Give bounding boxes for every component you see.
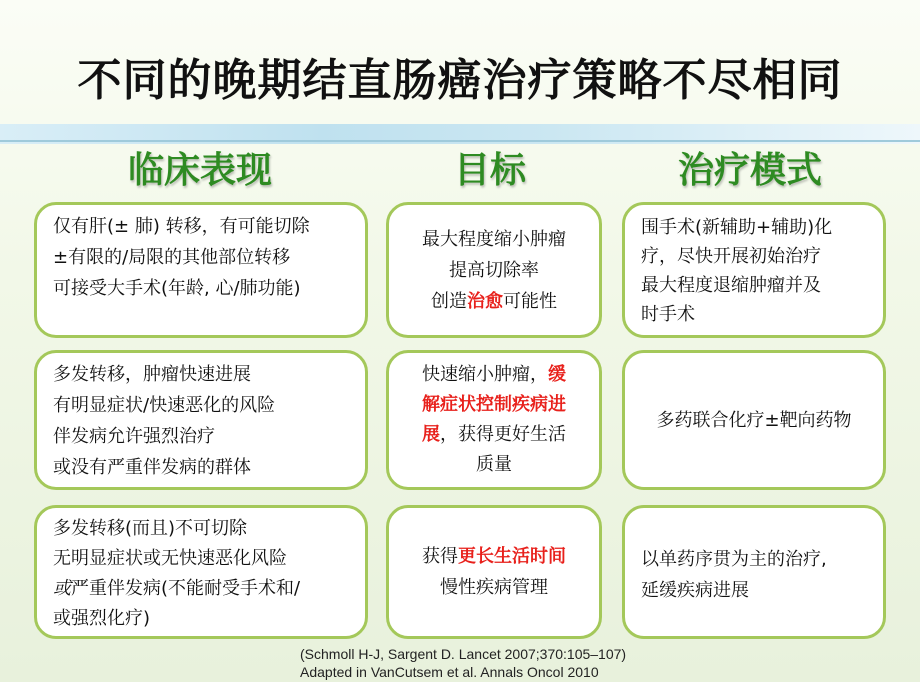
goal-line [422,360,566,390]
goal-text: 快速缩小肿瘤， [422,364,548,385]
clinical-line: ±有限的/局限的其他部位转移 [53,247,291,268]
goal-line: 提高切除率 [449,259,539,281]
treatment-line: 疗，尽快开展初始治疗 [641,246,821,267]
column-header-clinical: 临床表现 [127,150,272,191]
column-header-goal: 目标 [453,150,526,191]
reference-line-1: (Schmoll H-J, Sargent D. Lancet 2007;370:105–107) [300,646,627,662]
treatment-line: 以单药序贯为主的治疗, [641,549,827,570]
column-header-treatment: 治疗模式 [677,150,822,191]
clinical-line: 可接受大手术(年龄, 心/肺功能) [53,278,301,299]
clinical-box-2 [34,350,368,490]
treatment-box-2 [622,350,886,490]
goal-highlight: 展 [422,424,440,445]
treatment-line: 多药联合化疗±靶向药物 [656,409,852,431]
clinical-text: 严重伴发病(不能耐受手术和/ [71,578,301,599]
clinical-italic: 或 [53,578,71,599]
clinical-line: 或没有严重伴发病的群体 [53,457,251,478]
goal-box-1 [386,202,602,338]
clinical-line: 或强烈化疗) [53,608,151,629]
goal-line: 慢性疾病管理 [440,577,548,598]
goal-highlight: 更长生活时间 [458,546,566,567]
clinical-box-1 [34,202,368,338]
reference-line-2: Adapted in VanCutsem et al. Annals Oncol 2010 [300,664,599,680]
goal-text: 获得 [422,546,458,567]
treatment-box-1 [622,202,886,338]
treatment-line: 围手术(新辅助+辅助)化 [641,217,833,238]
goal-highlight: 缓 [548,364,566,385]
goal-highlight: 治愈 [467,290,503,312]
treatment-line: 延缓疾病进展 [641,580,749,601]
goal-text: ，获得更好生活 [440,424,566,445]
slide-title: 不同的晚期结直肠癌治疗策略不尽相同 [77,55,843,106]
clinical-line: 仅有肝(± 肺) 转移，有可能切除 [53,216,310,237]
clinical-line: 无明显症状或无快速恶化风险 [53,548,287,569]
clinical-line: 伴发病允许强烈治疗 [53,426,215,447]
goal-line: 最大程度缩小肿瘤 [422,228,566,250]
clinical-line: 多发转移，肿瘤快速进展 [53,364,251,385]
treatment-line: 最大程度退缩肿瘤并及 [641,275,821,296]
goal-box-3 [386,505,602,639]
treatment-box-3 [622,505,886,639]
goal-text: 创造 [431,290,467,312]
clinical-box-3 [34,505,368,639]
goal-line [431,286,557,317]
goal-line [422,541,566,572]
goal-line [422,420,566,450]
goal-text: 可能性 [503,290,557,312]
treatment-line: 时手术 [641,304,695,325]
clinical-line: 有明显症状/快速恶化的风险 [53,395,276,416]
goal-line: 质量 [476,454,512,475]
clinical-line: 多发转移(而且)不可切除 [53,518,248,539]
goal-highlight-line: 解症状控制疾病进 [422,394,566,415]
clinical-line [53,574,365,604]
goal-box-2 [386,350,602,490]
